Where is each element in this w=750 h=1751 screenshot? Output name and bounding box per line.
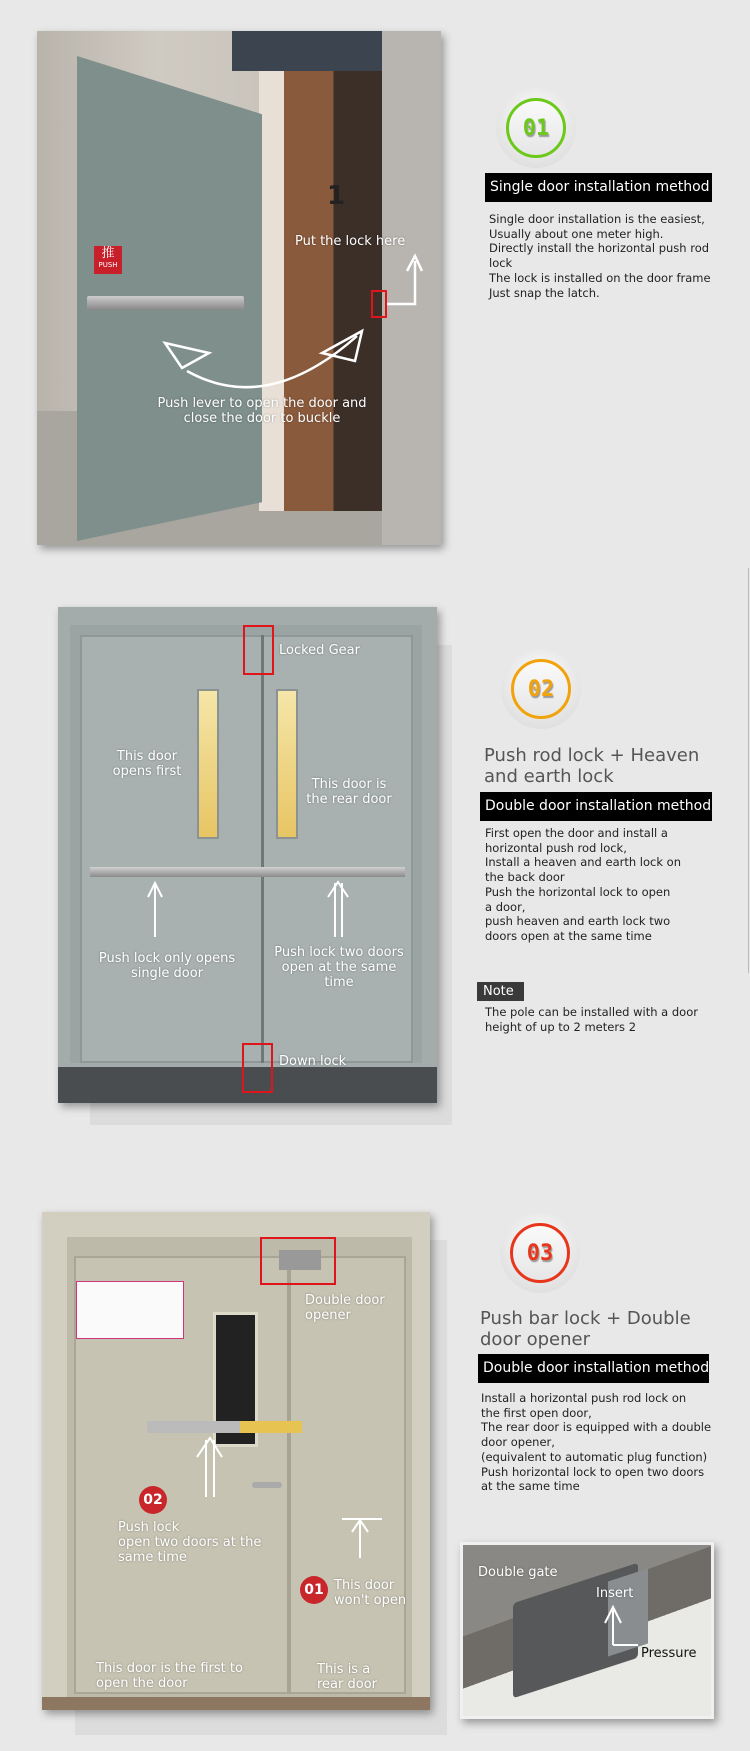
label-insert: Insert: [596, 1586, 634, 1601]
label-first-door: This door is the first to open the door: [96, 1661, 243, 1691]
label-push-two: Push lock two doors open at the same time: [274, 945, 404, 990]
label-put-lock-here: Put the lock here: [295, 234, 406, 249]
label-rear-door: This is a rear door: [317, 1662, 378, 1692]
section-title: Push rod lock + Heaven and earth lock: [484, 745, 700, 787]
arrow-icon: [58, 607, 437, 1103]
method-heading: Single door installation method: [485, 173, 712, 202]
push-bar-door-photo: [42, 1212, 430, 1710]
label-rear-door: This door is the rear door: [306, 777, 392, 807]
label-push-lever: Push lever to open the door and close the door to buckle: [157, 396, 367, 426]
arrow-icon: [42, 1212, 430, 1710]
step-marker-01: 01: [300, 1576, 328, 1604]
label-double-door-opener: Double door opener: [305, 1293, 385, 1323]
arrow-icon: [37, 31, 441, 545]
opener-closeup-photo: [460, 1542, 714, 1719]
step-marker-02: 02: [139, 1486, 167, 1514]
label-locked-gear: Locked Gear: [279, 643, 360, 658]
double-door-photo: [58, 607, 437, 1103]
section-title: Push bar lock + Double door opener: [480, 1308, 691, 1350]
push-sign: 推 PUSH: [94, 246, 122, 274]
single-door-photo: [37, 31, 441, 545]
step-badge-03: 03: [500, 1213, 580, 1293]
step-badge-01: 01: [496, 88, 576, 168]
label-wont-open: This door won't open: [334, 1578, 407, 1608]
door-number: 1: [327, 181, 346, 211]
label-down-lock: Down lock: [279, 1054, 347, 1069]
method-heading: Double door installation method: [478, 1354, 709, 1383]
method-description: Single door installation is the easiest, Usually about one meter high. Directly install the horizontal push rod lock The lock is installed on the door frame Just snap the latch.: [489, 212, 711, 300]
step-badge-02: 02: [501, 649, 581, 729]
divider-line: [748, 568, 749, 973]
method-heading: Double door installation method: [480, 792, 712, 821]
note-text: The pole can be installed with a door height of up to 2 meters 2: [485, 1005, 698, 1034]
label-opens-first: This door opens first: [112, 749, 182, 779]
label-push-single: Push lock only opens single door: [98, 951, 236, 981]
note-label: Note: [477, 982, 524, 1001]
method-description: Install a horizontal push rod lock on the first open door, The rear door is equipped with a double door opener, (equivalent to automatic plug function) Push horizontal lock to open two doors at the same time: [481, 1391, 712, 1494]
label-double-gate: Double gate: [478, 1565, 558, 1580]
label-push-lock: Push lock open two doors at the same time: [118, 1520, 262, 1565]
label-pressure: Pressure: [641, 1646, 697, 1661]
method-description: First open the door and install a horizontal push rod lock, Install a heaven and earth lock on the back door Push the horizontal lock to open a door, push heaven and earth lock two doors open at the same time: [485, 826, 681, 943]
